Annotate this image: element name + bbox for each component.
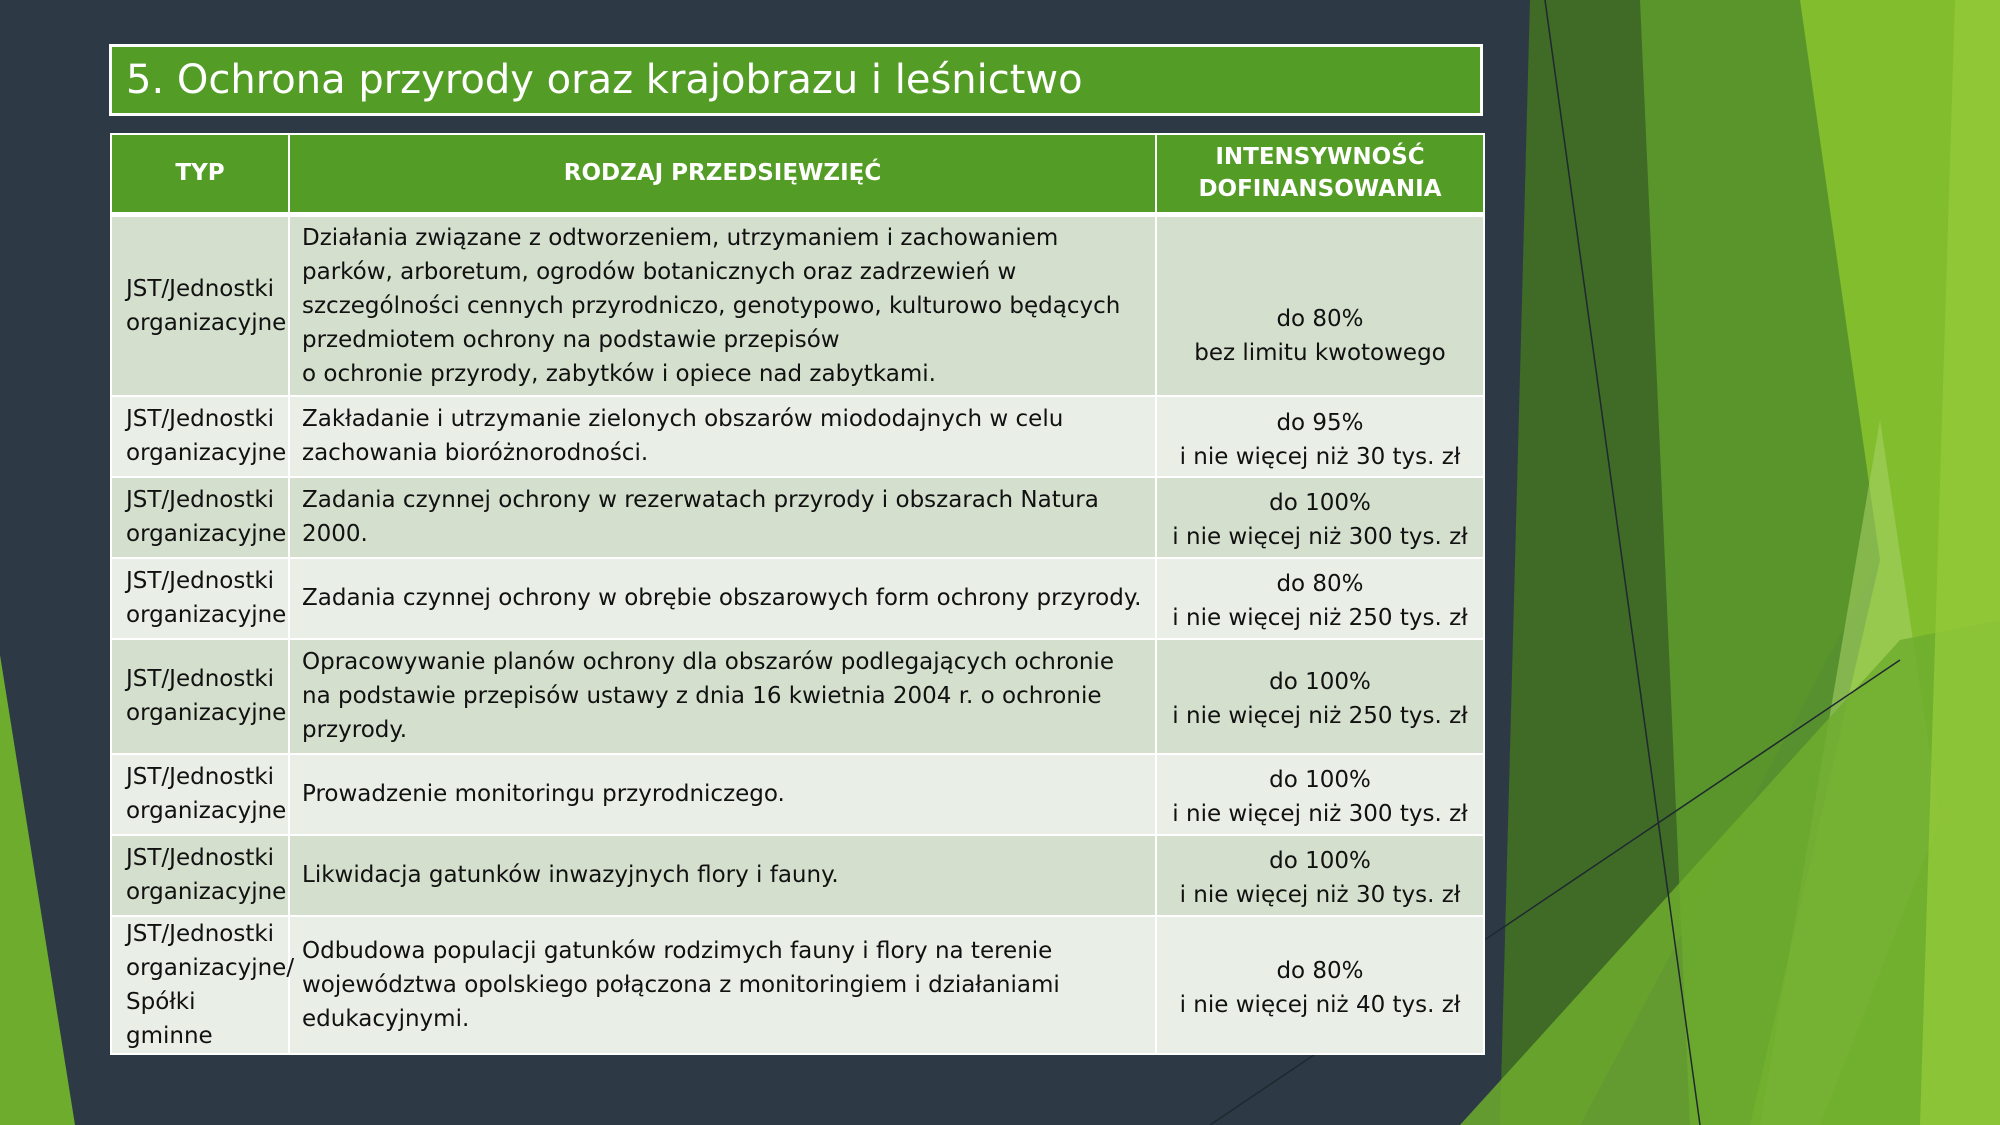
intensywnosc-rate: do 80%: [1276, 957, 1364, 984]
intensywnosc-limit: i nie więcej niż 300 tys. zł: [1172, 800, 1468, 827]
intensywnosc-limit: i nie więcej niż 250 tys. zł: [1172, 604, 1468, 631]
header-intensywnosc-line1: INTENSYWNOŚĆ: [1215, 144, 1425, 171]
intensywnosc-rate: do 100%: [1269, 847, 1371, 874]
intensywnosc-rate: do 100%: [1269, 489, 1371, 516]
intensywnosc-limit: i nie więcej niż 30 tys. zł: [1179, 443, 1461, 470]
cell-intensywnosc: [1156, 477, 1484, 558]
header-intensywnosc-line2: DOFINANSOWANIA: [1198, 176, 1442, 203]
cell-typ: JST/Jednostki organizacyjne: [111, 396, 289, 477]
cell-typ: JST/Jednostki organizacyjne: [111, 477, 289, 558]
cell-typ: JST/Jednostki organizacyjne: [111, 214, 289, 396]
intensywnosc-limit: i nie więcej niż 40 tys. zł: [1179, 991, 1461, 1018]
bg-shape-left-bottom: [0, 655, 75, 1125]
header-intensywnosc: [1156, 134, 1484, 214]
cell-intensywnosc: [1156, 754, 1484, 835]
cell-intensywnosc: [1156, 916, 1484, 1054]
intensywnosc-rate: do 100%: [1269, 668, 1371, 695]
intensywnosc-limit: i nie więcej niż 250 tys. zł: [1172, 702, 1468, 729]
intensywnosc-rate: do 80%: [1276, 570, 1364, 597]
cell-rodzaj: Zakładanie i utrzymanie zielonych obszarów miododajnych w celu zachowania bioróżnorodności.: [289, 396, 1156, 477]
cell-rodzaj: Likwidacja gatunków inwazyjnych flory i fauny.: [289, 835, 1156, 916]
intensywnosc-limit: i nie więcej niż 300 tys. zł: [1172, 523, 1468, 550]
table-row: [111, 396, 1484, 477]
table-row: [111, 916, 1484, 1054]
table-row: [111, 754, 1484, 835]
cell-typ: JST/Jednostki organizacyjne: [111, 754, 289, 835]
cell-intensywnosc: [1156, 396, 1484, 477]
intensywnosc-limit: i nie więcej niż 30 tys. zł: [1179, 881, 1461, 908]
funding-table: [110, 133, 1485, 1055]
cell-typ: JST/Jednostki organizacyjne/ Spółki gminne: [111, 916, 289, 1054]
cell-rodzaj: Prowadzenie monitoringu przyrodniczego.: [289, 754, 1156, 835]
table-row: [111, 477, 1484, 558]
cell-typ: JST/Jednostki organizacyjne: [111, 639, 289, 754]
intensywnosc-limit: bez limitu kwotowego: [1194, 339, 1446, 366]
cell-intensywnosc: [1156, 639, 1484, 754]
cell-rodzaj: Zadania czynnej ochrony w rezerwatach przyrody i obszarach Natura 2000.: [289, 477, 1156, 558]
cell-intensywnosc: [1156, 835, 1484, 916]
slide-title: 5. Ochrona przyrody oraz krajobrazu i leśnictwo: [109, 44, 1483, 116]
header-typ: TYP: [111, 134, 289, 214]
table-row: [111, 835, 1484, 916]
cell-intensywnosc: [1156, 558, 1484, 639]
intensywnosc-rate: do 95%: [1276, 409, 1364, 436]
cell-intensywnosc: [1156, 214, 1484, 396]
table-header-row: [111, 134, 1484, 214]
cell-rodzaj: Zadania czynnej ochrony w obrębie obszarowych form ochrony przyrody.: [289, 558, 1156, 639]
cell-rodzaj: Odbudowa populacji gatunków rodzimych fauny i flory na terenie województwa opolskiego połączona z monitoringiem i działaniami edukacyjnymi.: [289, 916, 1156, 1054]
table-row: [111, 558, 1484, 639]
cell-typ: JST/Jednostki organizacyjne: [111, 835, 289, 916]
cell-rodzaj: Opracowywanie planów ochrony dla obszarów podlegających ochronie na podstawie przepisów ustawy z dnia 16 kwietnia 2004 r. o ochronie przyrody.: [289, 639, 1156, 754]
header-rodzaj: RODZAJ PRZEDSIĘWZIĘĆ: [289, 134, 1156, 214]
intensywnosc-rate: do 100%: [1269, 766, 1371, 793]
table-row: [111, 214, 1484, 396]
cell-rodzaj: Działania związane z odtworzeniem, utrzymaniem i zachowaniem parków, arboretum, ogrodów botanicznych oraz zadrzewień w szczególności cennych przyrodniczo, genotypowo, kulturowo będących przedmiotem ochrony na podstawie przepisów o ochronie przyrody, zabytków i opiece nad zabytkami.: [289, 214, 1156, 396]
intensywnosc-rate: do 80%: [1276, 305, 1364, 332]
cell-typ: JST/Jednostki organizacyjne: [111, 558, 289, 639]
table-row: [111, 639, 1484, 754]
